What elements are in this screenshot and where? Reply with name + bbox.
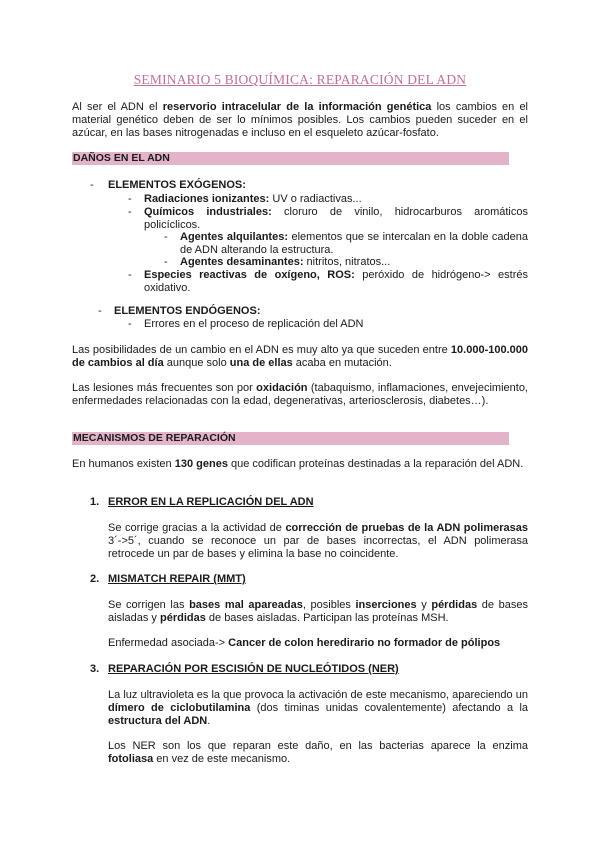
item-radiaciones: Radiaciones ionizantes: UV o radiactivas... xyxy=(144,193,362,205)
item-errores-replicacion: Errores en el proceso de replicación del ADN xyxy=(144,318,364,330)
mechanism-number: 3. xyxy=(90,663,100,675)
intro-paragraph: Al ser el ADN el reservorio intracelular de la información genética los cambios en el material genético deben de ser lo mínimos posibles. Los cambios pueden suceder en el azúcar, en las bases nitrogenadas e incluso en el esqueleto azúcar-fosfato. xyxy=(72,101,529,139)
enfermedad-asociada: Enfermedad asociada-> Cancer de colon heredirario no formador de pólipos xyxy=(108,637,501,649)
item-quimicos: Químicos industriales: cloruro de vinilo, hidrocarburos aromáticos policíclicos. xyxy=(144,206,528,231)
bullet-dash: - xyxy=(164,231,168,243)
mechanism-number: 1. xyxy=(90,496,100,508)
ner-paragraph-2: Los NER son los que reparan este daño, en las bacterias aparece la enzima fotoliasa en vez de este mecanismo. xyxy=(108,740,528,765)
item-ros: Especies reactivas de oxígeno, ROS: peróxido de hidrógeno-> estrés oxidativo. xyxy=(144,269,528,294)
mechanism-heading-ner: REPARACIÓN POR ESCISIÓN DE NUCLEÓTIDOS (NER) xyxy=(108,663,399,675)
bullet-dash: - xyxy=(98,305,102,317)
mismatch-paragraph: Se corrigen las bases mal apareadas, posibles inserciones y pérdidas de bases aisladas y pérdidas de bases aisladas. Participan las proteínas MSH. xyxy=(108,599,528,624)
section-heading-mecanismos: MECANISMOS DE REPARACIÓN xyxy=(72,432,509,445)
replicacion-paragraph: Se corrige gracias a la actividad de corrección de pruebas de la ADN polimerasas 3´->5´, cuando se reconoce un par de bases incorrectas, el ADN polimerasa retrocede un par de bases y elimina la base no coincidente. xyxy=(108,522,528,560)
bullet-dash: - xyxy=(128,193,132,205)
bullet-dash: - xyxy=(128,269,132,281)
bullet-dash: - xyxy=(90,179,94,191)
bullet-dash: - xyxy=(164,256,168,268)
exogenos-heading: ELEMENTOS EXÓGENOS: xyxy=(108,179,246,191)
document-title: SEMINARIO 5 BIOQUÍMICA: REPARACIÓN DEL ADN xyxy=(133,72,467,87)
bullet-dash: - xyxy=(128,206,132,218)
humanos-paragraph: En humanos existen 130 genes que codifican proteínas destinadas a la reparación del ADN. xyxy=(72,458,524,470)
ner-paragraph-1: La luz ultravioleta es la que provoca la activación de este mecanismo, apareciendo un dímero de ciclobutilamina (dos timinas unidas covalentemente) afectando a la estructura del ADN. xyxy=(108,689,529,727)
lesiones-paragraph: Las lesiones más frecuentes son por oxidación (tabaquismo, inflamaciones, envejecimiento, enfermedades relacionadas con la edad, degenerativas, arteriosclerosis, diabetes…). xyxy=(72,382,528,407)
mechanism-heading-mismatch: MISMATCH REPAIR (MMT) xyxy=(108,573,246,585)
mechanism-heading-replicacion: ERROR EN LA REPLICACIÓN DEL ADN xyxy=(108,496,314,508)
item-alquilantes: Agentes alquilantes: elementos que se intercalan en la doble cadena de ADN alterando la estructura. xyxy=(180,231,528,256)
item-desaminantes: Agentes desaminantes: nitritos, nitratos... xyxy=(180,256,391,268)
bullet-dash: - xyxy=(128,318,132,330)
section-heading-danos: DAÑOS EN EL ADN xyxy=(72,152,509,165)
posibilidades-paragraph: Las posibilidades de un cambio en el ADN es muy alto ya que suceden entre 10.000-100.000 de cambios al día aunque solo una de ellas acaba en mutación. xyxy=(72,344,528,369)
endogenos-heading: ELEMENTOS ENDÓGENOS: xyxy=(114,305,261,317)
mechanism-number: 2. xyxy=(90,573,100,585)
